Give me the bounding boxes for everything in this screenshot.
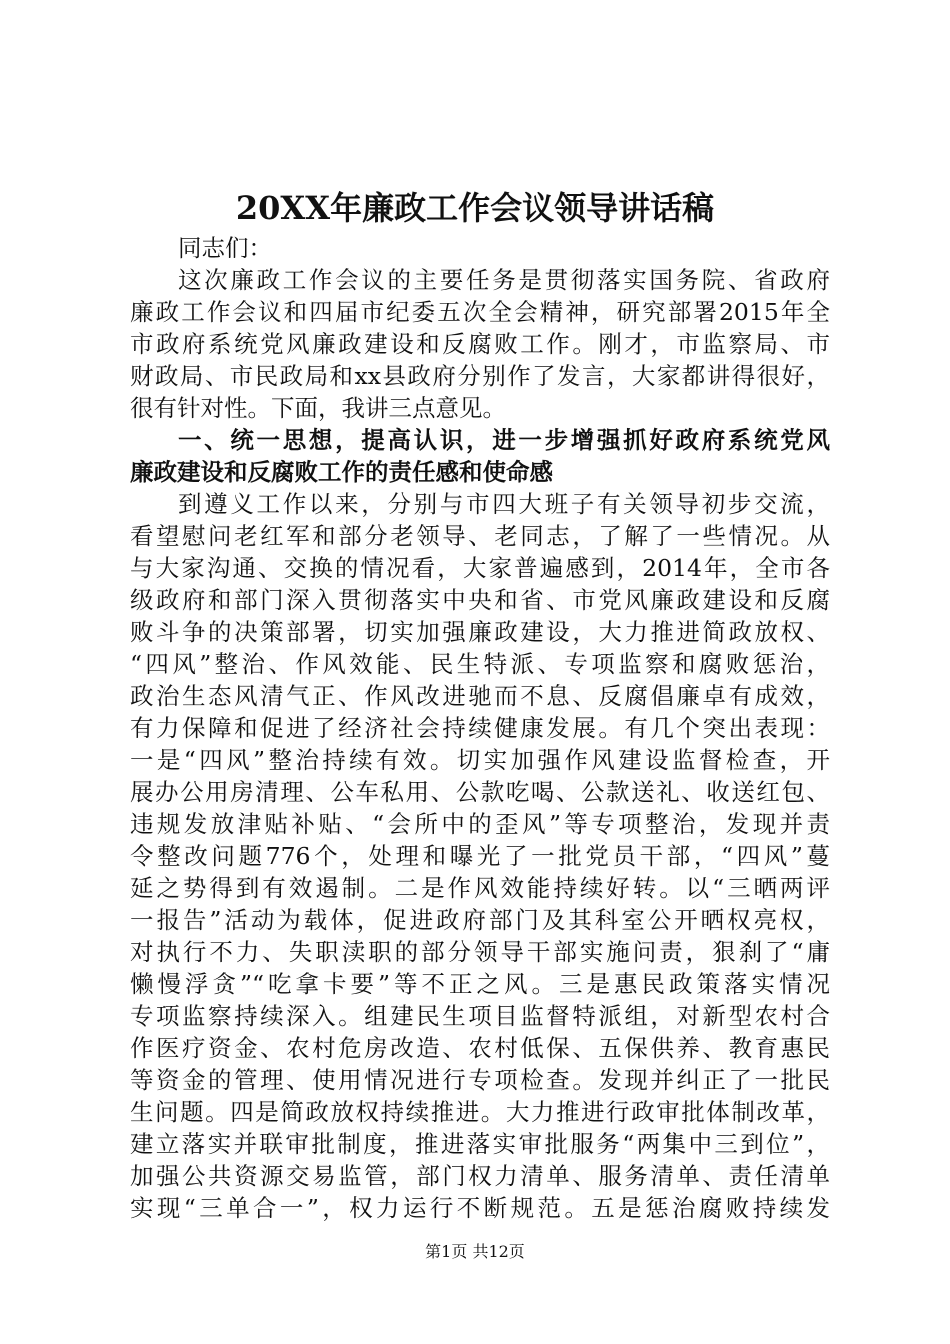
paragraph-line: 懒慢浮贪”“吃拿卡要”等不正之风。三是惠民政策落实情况 <box>130 970 830 998</box>
paragraph-line: “四风”整治、作风效能、民生特派、专项监察和腐败惩治， <box>130 650 830 678</box>
paragraph-line: 看望慰问老红军和部分老领导、老同志，了解了一些情况。从 <box>130 522 830 550</box>
paragraph-line: 政治生态风清气正、作风改进驰而不息、反腐倡廉卓有成效， <box>130 682 830 710</box>
paragraph-line: 一是“四风”整治持续有效。切实加强作风建设监督检查，开 <box>130 746 830 774</box>
paragraph-line: 与大家沟通、交换的情况看，大家普遍感到，2014年，全市各 <box>130 554 830 582</box>
paragraph-line: 实现“三单合一”，权力运行不断规范。五是惩治腐败持续发 <box>130 1194 830 1222</box>
paragraph-line: 廉政工作会议和四届市纪委五次全会精神，研究部署2015年全 <box>130 298 830 326</box>
document-body <box>130 232 830 1224</box>
paragraph-line: 一报告”活动为载体，促进政府部门及其科室公开晒权亮权， <box>130 906 830 934</box>
paragraph-line: 对执行不力、失职渎职的部分领导干部实施问责，狠刹了“庸 <box>130 938 830 966</box>
section-heading-line: 廉政建设和反腐败工作的责任感和使命感 <box>130 458 553 486</box>
paragraph-line: 财政局、市民政局和xx县政府分别作了发言，大家都讲得很好， <box>130 362 830 390</box>
paragraph-line: 有力保障和促进了经济社会持续健康发展。有几个突出表现： <box>130 714 830 742</box>
paragraph-line: 生问题。四是简政放权持续推进。大力推进行政审批体制改革， <box>130 1098 830 1126</box>
page-footer: 第1页 共12页 <box>425 1242 525 1261</box>
document-title: 20XX年廉政工作会议领导讲话稿 <box>235 189 715 227</box>
section-heading-line: 一、统一思想，提高认识，进一步增强抓好政府系统党风 <box>178 426 830 454</box>
paragraph-line: 这次廉政工作会议的主要任务是贯彻落实国务院、省政府 <box>178 266 830 294</box>
paragraph-line: 到遵义工作以来，分别与市四大班子有关领导初步交流， <box>178 490 830 518</box>
paragraph-line: 败斗争的决策部署，切实加强廉政建设，大力推进简政放权、 <box>130 618 830 646</box>
paragraph-line: 加强公共资源交易监管，部门权力清单、服务清单、责任清单 <box>130 1162 830 1190</box>
paragraph-line: 专项监察持续深入。组建民生项目监督特派组，对新型农村合 <box>130 1002 830 1030</box>
paragraph-line: 建立落实并联审批制度，推进落实审批服务“两集中三到位”， <box>130 1130 830 1158</box>
paragraph-line: 违规发放津贴补贴、“会所中的歪风”等专项整治，发现并责 <box>130 810 830 838</box>
paragraph-line: 级政府和部门深入贯彻落实中央和省、市党风廉政建设和反腐 <box>130 586 830 614</box>
paragraph-line: 同志们： <box>178 234 272 262</box>
paragraph-line: 作医疗资金、农村危房改造、农村低保、五保供养、教育惠民 <box>130 1034 830 1062</box>
paragraph-line: 展办公用房清理、公车私用、公款吃喝、公款送礼、收送红包、 <box>130 778 830 806</box>
paragraph-line: 令整改问题776个，处理和曝光了一批党员干部，“四风”蔓 <box>130 842 830 870</box>
paragraph-line: 等资金的管理、使用情况进行专项检查。发现并纠正了一批民 <box>130 1066 830 1094</box>
paragraph-line: 很有针对性。下面，我讲三点意见。 <box>130 394 506 422</box>
paragraph-line: 延之势得到有效遏制。二是作风效能持续好转。以“三晒两评 <box>130 874 830 902</box>
paragraph-line: 市政府系统党风廉政建设和反腐败工作。刚才，市监察局、市 <box>130 330 830 358</box>
